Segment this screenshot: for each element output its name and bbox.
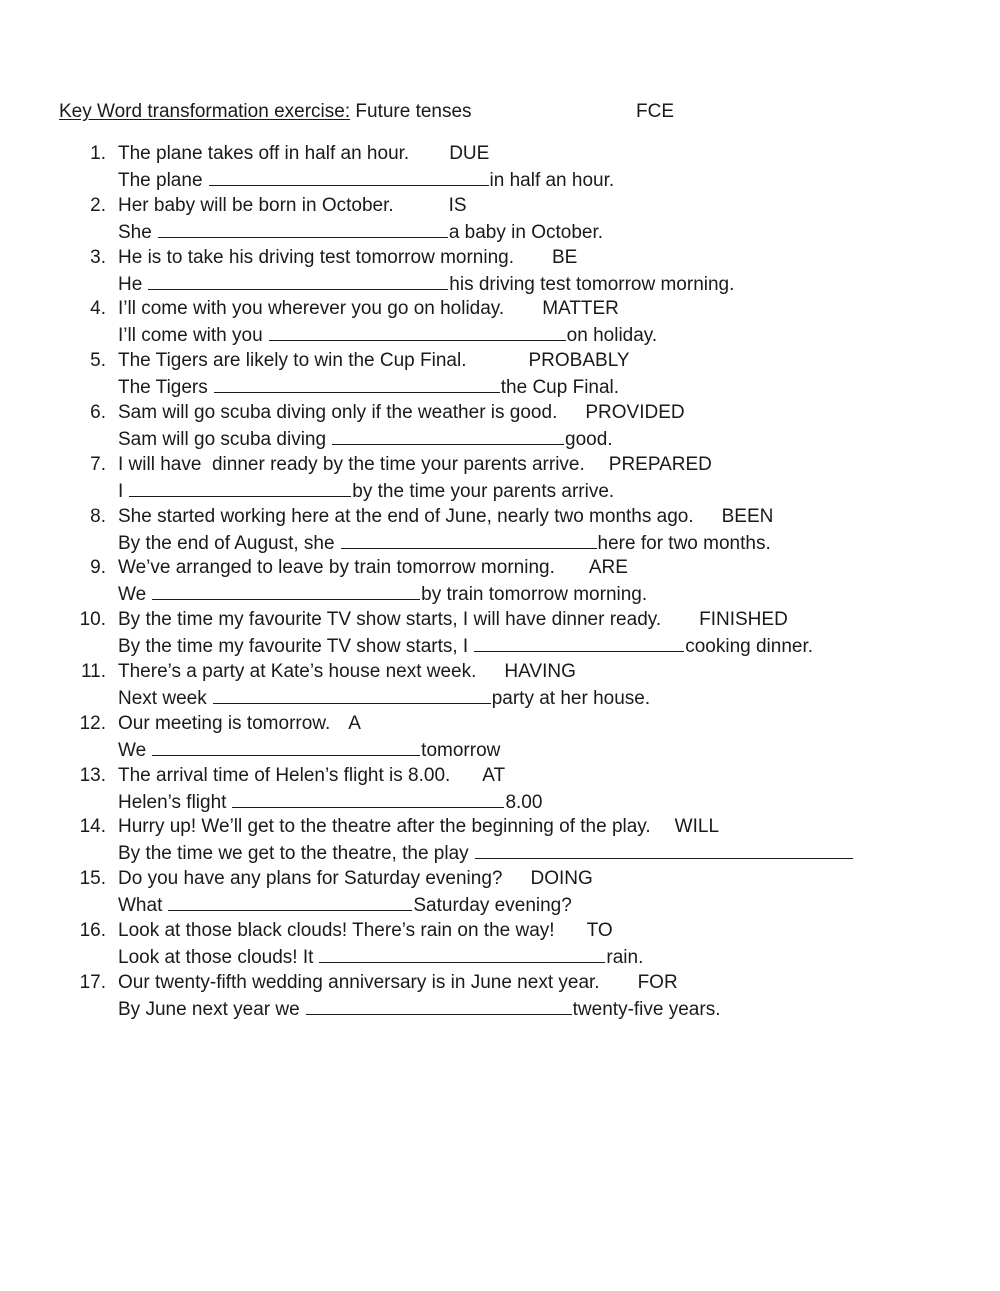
item-number: 1.: [90, 143, 106, 164]
item-number: 3.: [90, 246, 106, 268]
item-sentence: [118, 814, 719, 840]
answer-blank[interactable]: [319, 944, 605, 963]
item-sentence: [118, 245, 577, 271]
rewrite-end: 8.00: [505, 791, 543, 813]
item-sentence: [118, 555, 628, 581]
exercise-item: [0, 711, 1000, 763]
item-rewrite: [118, 271, 734, 298]
sentence-text: I will have dinner ready by the time your parents arrive.: [118, 453, 585, 475]
item-number: 16.: [79, 919, 106, 941]
exercise-item: [0, 659, 1000, 711]
item-sentence: [118, 659, 576, 685]
exercise-item: [0, 970, 1000, 1022]
exercise-item: [0, 348, 1000, 400]
sentence-text: By the time my favourite TV show starts, I will have dinner ready.: [118, 609, 662, 631]
rewrite-end: tomorrow: [421, 739, 501, 761]
rewrite-end: the Cup Final.: [500, 377, 620, 399]
exercise-item: [0, 918, 1000, 970]
sentence-text: We’ve arranged to leave by train tomorrow morning.: [118, 557, 555, 579]
sentence-text: I’ll come with you wherever you go on holiday.: [118, 298, 505, 320]
answer-blank[interactable]: [148, 271, 448, 290]
item-rewrite: [118, 737, 500, 764]
item-keyword: TO: [586, 919, 613, 941]
item-number: 14.: [79, 816, 106, 838]
exercise-item: [0, 141, 1000, 193]
answer-blank[interactable]: [214, 374, 500, 393]
answer-blank[interactable]: [152, 737, 420, 756]
item-sentence: [118, 296, 619, 322]
rewrite-start: I’ll come with you: [118, 325, 263, 347]
exercise-item: [0, 763, 1000, 815]
item-number: 7.: [90, 453, 106, 475]
worksheet-header: [59, 100, 674, 124]
rewrite-start: By June next year we: [118, 998, 300, 1020]
rewrite-start: Look at those clouds! It: [118, 946, 314, 968]
rewrite-end: a baby in October.: [448, 221, 604, 243]
item-keyword: IS: [448, 194, 467, 216]
item-keyword: DOING: [530, 868, 593, 890]
item-rewrite: [118, 219, 603, 246]
rewrite-end: his driving test tomorrow morning.: [449, 273, 735, 295]
item-sentence: [118, 452, 712, 478]
header-level: FCE: [636, 101, 674, 122]
rewrite-start: By the time we get to the theatre, the play: [118, 843, 469, 865]
item-number: 4.: [90, 298, 106, 320]
item-sentence: [118, 504, 773, 530]
rewrite-end: Saturday evening?: [413, 895, 572, 917]
item-rewrite: [118, 685, 650, 712]
item-sentence: [118, 141, 489, 167]
exercise-item: [0, 193, 1000, 245]
item-rewrite: [118, 633, 813, 660]
item-rewrite: [118, 944, 643, 971]
item-keyword: MATTER: [542, 298, 619, 320]
item-sentence: [118, 970, 678, 996]
item-rewrite: [118, 996, 720, 1023]
item-keyword: AT: [482, 764, 506, 786]
answer-blank[interactable]: [232, 789, 504, 808]
item-rewrite: [118, 892, 572, 919]
answer-blank[interactable]: [475, 840, 853, 859]
exercise-item: [0, 245, 1000, 297]
sentence-text: She started working here at the end of June, nearly two months ago.: [118, 505, 694, 527]
rewrite-start: Next week: [118, 687, 207, 709]
exercise-item: [0, 555, 1000, 607]
item-keyword: WILL: [674, 816, 720, 838]
item-sentence: [118, 711, 361, 737]
sentence-text: Our meeting is tomorrow.: [118, 712, 331, 734]
item-number: 12.: [79, 712, 106, 734]
item-keyword: HAVING: [504, 660, 576, 682]
sentence-text: He is to take his driving test tomorrow morning.: [118, 246, 514, 268]
rewrite-end: good.: [565, 428, 613, 450]
rewrite-start: I: [118, 480, 124, 502]
answer-blank[interactable]: [213, 685, 491, 704]
sentence-text: Hurry up! We’ll get to the theatre after the beginning of the play.: [118, 816, 651, 838]
rewrite-end: twenty-five years.: [572, 998, 721, 1020]
item-number: 13.: [79, 764, 106, 786]
item-keyword: A: [348, 712, 361, 734]
item-keyword: BE: [552, 246, 578, 268]
item-sentence: [118, 607, 788, 633]
answer-blank[interactable]: [269, 322, 566, 341]
exercise-item: [0, 814, 1000, 866]
sentence-text: Sam will go scuba diving only if the weather is good.: [118, 401, 558, 423]
rewrite-start: We: [118, 584, 147, 606]
rewrite-start: He: [118, 273, 143, 295]
item-keyword: PROVIDED: [585, 401, 685, 423]
sentence-text: Do you have any plans for Saturday evening?: [118, 868, 503, 890]
item-number: 11.: [80, 660, 106, 682]
sentence-text: Her baby will be born in October.: [118, 194, 394, 216]
item-number: 5.: [90, 350, 106, 372]
item-number: 17.: [79, 971, 106, 993]
exercise-item: [0, 400, 1000, 452]
item-sentence: [118, 866, 593, 892]
rewrite-start: Sam will go scuba diving: [118, 428, 327, 450]
answer-blank[interactable]: [306, 996, 572, 1015]
answer-blank[interactable]: [474, 633, 684, 652]
exercise-item: [0, 607, 1000, 659]
header-title: Key Word transformation exercise:: [59, 101, 351, 122]
item-rewrite: [118, 840, 854, 867]
item-number: 10.: [79, 609, 106, 631]
item-number: 8.: [90, 505, 106, 527]
answer-blank[interactable]: [168, 892, 412, 911]
item-keyword: PROBABLY: [528, 350, 630, 372]
item-rewrite: [118, 426, 613, 453]
item-number: 2.: [90, 194, 106, 216]
item-sentence: [118, 400, 685, 426]
exercise-item: [0, 504, 1000, 556]
item-keyword: ARE: [588, 557, 628, 579]
answer-blank[interactable]: [158, 219, 448, 238]
item-sentence: [118, 193, 467, 219]
answer-blank[interactable]: [332, 426, 564, 445]
rewrite-start: She: [118, 221, 152, 243]
item-number: 15.: [79, 868, 106, 890]
rewrite-start: Helen’s flight: [118, 791, 227, 813]
item-rewrite: [118, 322, 657, 349]
item-keyword: PREPARED: [608, 453, 712, 475]
sentence-text: Look at those black clouds! There’s rain on the way!: [118, 919, 555, 941]
item-number: 6.: [90, 401, 106, 423]
item-rewrite: [118, 581, 647, 608]
rewrite-start: By the time my favourite TV show starts, I: [118, 636, 469, 658]
rewrite-start: The Tigers: [118, 377, 208, 399]
item-keyword: FINISHED: [699, 609, 788, 631]
item-sentence: [118, 763, 505, 789]
rewrite-end: by train tomorrow morning.: [421, 584, 648, 606]
sentence-text: The Tigers are likely to win the Cup Final.: [118, 350, 467, 372]
rewrite-end: rain.: [606, 946, 644, 968]
exercise-list: [0, 141, 1000, 1022]
item-keyword: DUE: [449, 143, 490, 164]
sentence-text: There’s a party at Kate’s house next week.: [118, 660, 477, 682]
exercise-item: [0, 296, 1000, 348]
rewrite-start: By the end of August, she: [118, 532, 335, 554]
item-rewrite: [118, 167, 614, 194]
item-keyword: FOR: [637, 971, 678, 993]
sentence-text: The arrival time of Helen’s flight is 8.00.: [118, 764, 451, 786]
item-sentence: [118, 348, 630, 374]
item-rewrite: [118, 374, 619, 401]
rewrite-end: in half an hour.: [489, 170, 615, 191]
rewrite-end: party at her house.: [491, 687, 651, 709]
rewrite-end: here for two months.: [597, 532, 771, 554]
rewrite-end: cooking dinner.: [685, 636, 814, 658]
answer-blank[interactable]: [152, 581, 420, 600]
rewrite-start: What: [118, 895, 163, 917]
item-rewrite: [118, 789, 542, 816]
item-number: 9.: [90, 557, 106, 579]
item-keyword: BEEN: [721, 505, 774, 527]
rewrite-start: We: [118, 739, 147, 761]
answer-blank[interactable]: [341, 530, 597, 549]
exercise-item: [0, 452, 1000, 504]
item-rewrite: [118, 530, 771, 557]
sentence-text: Our twenty-fifth wedding anniversary is in June next year.: [118, 971, 600, 993]
answer-blank[interactable]: [209, 167, 489, 186]
answer-blank[interactable]: [129, 478, 351, 497]
sentence-text: The plane takes off in half an hour.: [118, 143, 410, 164]
rewrite-end: on holiday.: [566, 325, 658, 347]
header-topic: Future tenses: [355, 101, 472, 122]
rewrite-start: The plane: [118, 170, 203, 191]
exercise-item: [0, 866, 1000, 918]
rewrite-end: by the time your parents arrive.: [352, 480, 615, 502]
item-sentence: [118, 918, 613, 944]
item-rewrite: [118, 478, 614, 505]
